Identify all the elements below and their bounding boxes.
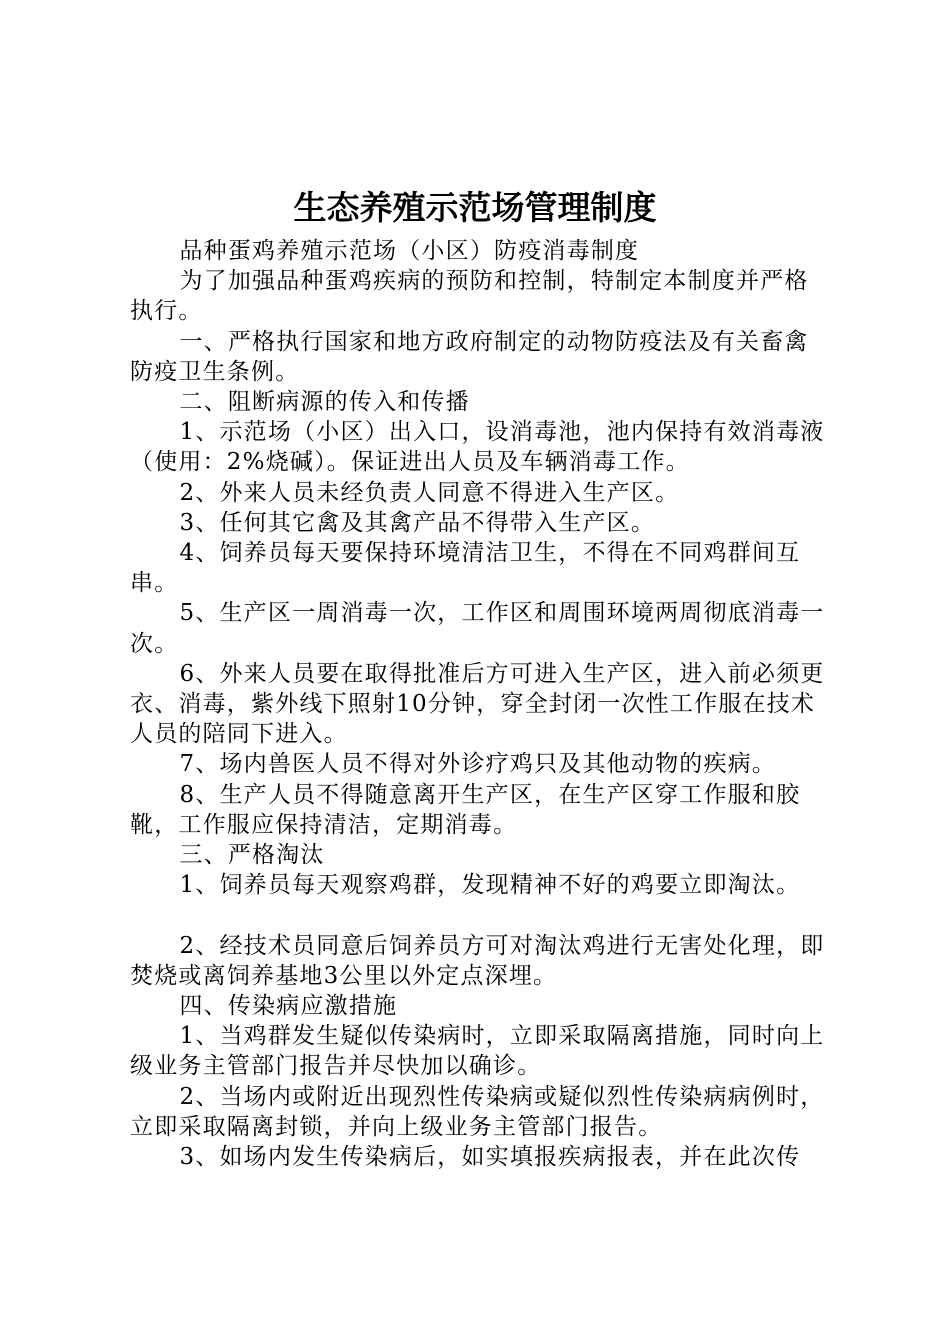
paragraph-item: 1、当鸡群发生疑似传染病时，立即采取隔离措施，同时向上级业务主管部门报告并尽快加以确诊。 <box>130 1023 825 1080</box>
paragraph-item: 1、示范场（小区）出入口，设消毒池，池内保持有效消毒液（使用：2%烧碱）。保证进出人员及车辆消毒工作。 <box>130 419 825 476</box>
paragraph-item: 1、饲养员每天观察鸡群，发现精神不好的鸡要立即淘汰。 <box>179 872 801 899</box>
paragraph-item: 2、外来人员未经负责人同意不得进入生产区。 <box>179 479 680 506</box>
paragraph-item: 5、生产区一周消毒一次，工作区和周围环境两周彻底消毒一次。 <box>130 600 825 657</box>
paragraph-subtitle: 品种蛋鸡养殖示范场（小区）防疫消毒制度 <box>179 238 640 264</box>
paragraph-section-2-heading: 二、阻断病源的传入和传播 <box>179 389 470 416</box>
blank-line <box>130 900 830 930</box>
paragraph-section-3-heading: 三、严格淘汰 <box>179 842 325 869</box>
paragraph-item: 8、生产人员不得随意离开生产区，在生产区穿工作服和胶靴，工作服应保持清洁，定期消毒。 <box>130 781 801 838</box>
paragraph-item: 4、饲养员每天要保持环境清洁卫生，不得在不同鸡群间互串。 <box>130 540 801 597</box>
paragraph-item: 6、外来人员要在取得批准后方可进入生产区，进入前必须更衣、消毒，紫外线下照射10分钟，穿全封闭一次性工作服在技术人员的陪同下进入。 <box>130 660 825 748</box>
paragraph-item: 3、任何其它禽及其禽产品不得带入生产区。 <box>179 509 656 536</box>
paragraph-section-1: 一、严格执行国家和地方政府制定的动物防疫法及有关畜禽防疫卫生条例。 <box>130 328 809 385</box>
paragraph-intro: 为了加强品种蛋鸡疾病的预防和控制，特制定本制度并严格执行。 <box>130 268 809 325</box>
document-title: 生态养殖示范场管理制度 <box>293 188 657 227</box>
paragraph-item: 3、如场内发生传染病后，如实填报疾病报表，并在此次传 <box>179 1144 801 1171</box>
paragraph-item: 2、当场内或附近出现烈性传染病或疑似烈性传染病病例时，立即采取隔离封锁，并向上级业务主管部门报告。 <box>130 1083 825 1140</box>
document-body <box>130 236 830 1172</box>
paragraph-section-4-heading: 四、传染病应激措施 <box>179 993 398 1020</box>
paragraph-item: 7、场内兽医人员不得对外诊疗鸡只及其他动物的疾病。 <box>179 751 777 778</box>
paragraph-item: 2、经技术员同意后饲养员方可对淘汰鸡进行无害处化理，即焚烧或离饲养基地3公里以外定点深埋。 <box>130 932 825 989</box>
